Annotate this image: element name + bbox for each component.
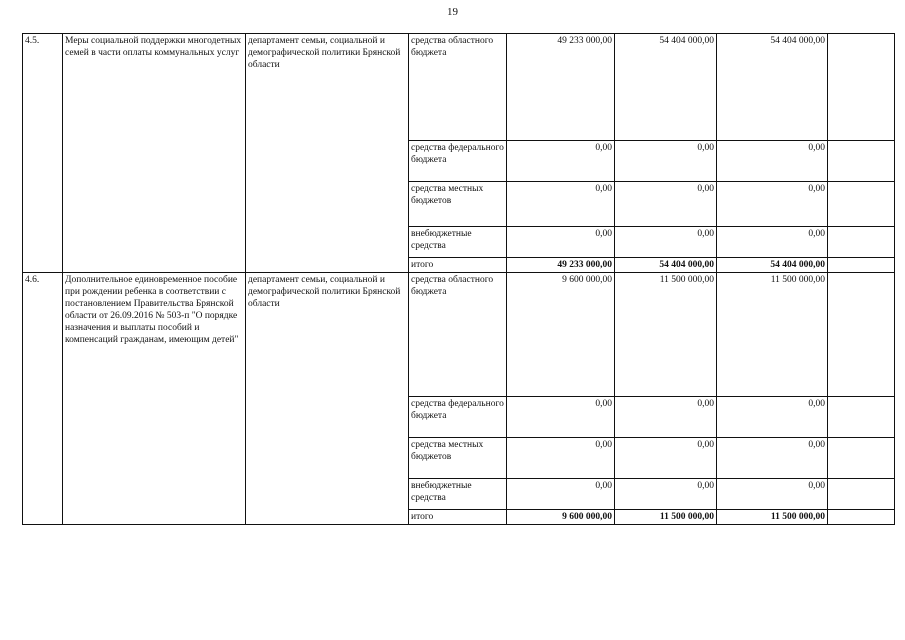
funding-value-2: 11 500 000,00 <box>615 273 717 397</box>
funding-value-3: 0,00 <box>717 141 828 182</box>
funding-source: средства местных бюджетов <box>409 438 507 479</box>
total-value-3: 54 404 000,00 <box>717 258 828 273</box>
funding-source: средства местных бюджетов <box>409 182 507 227</box>
funding-value-1: 0,00 <box>507 438 615 479</box>
funding-value-2: 0,00 <box>615 141 717 182</box>
total-value-1: 9 600 000,00 <box>507 510 615 525</box>
funding-value-1: 9 600 000,00 <box>507 273 615 397</box>
table-row <box>23 34 895 141</box>
total-label: итого <box>409 258 507 273</box>
empty-cell <box>828 479 895 510</box>
empty-cell <box>828 438 895 479</box>
empty-cell <box>828 397 895 438</box>
funding-value-1: 0,00 <box>507 141 615 182</box>
funding-source: внебюджетные средства <box>409 479 507 510</box>
total-value-2: 54 404 000,00 <box>615 258 717 273</box>
funding-value-3: 54 404 000,00 <box>717 34 828 141</box>
funding-value-1: 0,00 <box>507 479 615 510</box>
funding-source: средства федерального бюджета <box>409 397 507 438</box>
page-number: 19 <box>447 6 458 18</box>
empty-cell <box>828 34 895 141</box>
funding-value-1: 49 233 000,00 <box>507 34 615 141</box>
empty-cell <box>828 510 895 525</box>
item-executor: департамент семьи, социальной и демографической политики Брянской области <box>246 34 409 273</box>
funding-source: средства областного бюджета <box>409 34 507 141</box>
item-name: Дополнительное единовременное пособие при рождении ребенка в соответствии с постановлением Правительства Брянской области от 26.09.2016 № 503-п "О порядке назначения и выплаты пособий и компенсаций гражданам, имеющим детей" <box>63 273 246 525</box>
funding-value-2: 0,00 <box>615 182 717 227</box>
funding-value-3: 0,00 <box>717 182 828 227</box>
empty-cell <box>828 227 895 258</box>
program-table <box>22 33 895 525</box>
item-code: 4.5. <box>23 34 63 273</box>
total-value-1: 49 233 000,00 <box>507 258 615 273</box>
total-value-2: 11 500 000,00 <box>615 510 717 525</box>
funding-value-2: 0,00 <box>615 227 717 258</box>
funding-value-1: 0,00 <box>507 182 615 227</box>
funding-value-1: 0,00 <box>507 227 615 258</box>
empty-cell <box>828 182 895 227</box>
empty-cell <box>828 273 895 397</box>
funding-value-3: 11 500 000,00 <box>717 273 828 397</box>
funding-value-1: 0,00 <box>507 397 615 438</box>
empty-cell <box>828 258 895 273</box>
funding-value-3: 0,00 <box>717 438 828 479</box>
total-label: итого <box>409 510 507 525</box>
funding-value-2: 0,00 <box>615 397 717 438</box>
funding-value-2: 0,00 <box>615 479 717 510</box>
total-value-3: 11 500 000,00 <box>717 510 828 525</box>
item-name: Меры социальной поддержки многодетных семей в части оплаты коммунальных услуг <box>63 34 246 273</box>
table-row <box>23 273 895 397</box>
funding-value-2: 0,00 <box>615 438 717 479</box>
item-code: 4.6. <box>23 273 63 525</box>
funding-value-3: 0,00 <box>717 397 828 438</box>
funding-value-2: 54 404 000,00 <box>615 34 717 141</box>
empty-cell <box>828 141 895 182</box>
funding-value-3: 0,00 <box>717 227 828 258</box>
item-executor: департамент семьи, социальной и демографической политики Брянской области <box>246 273 409 525</box>
funding-value-3: 0,00 <box>717 479 828 510</box>
funding-source: внебюджетные средства <box>409 227 507 258</box>
funding-source: средства областного бюджета <box>409 273 507 397</box>
funding-source: средства федерального бюджета <box>409 141 507 182</box>
